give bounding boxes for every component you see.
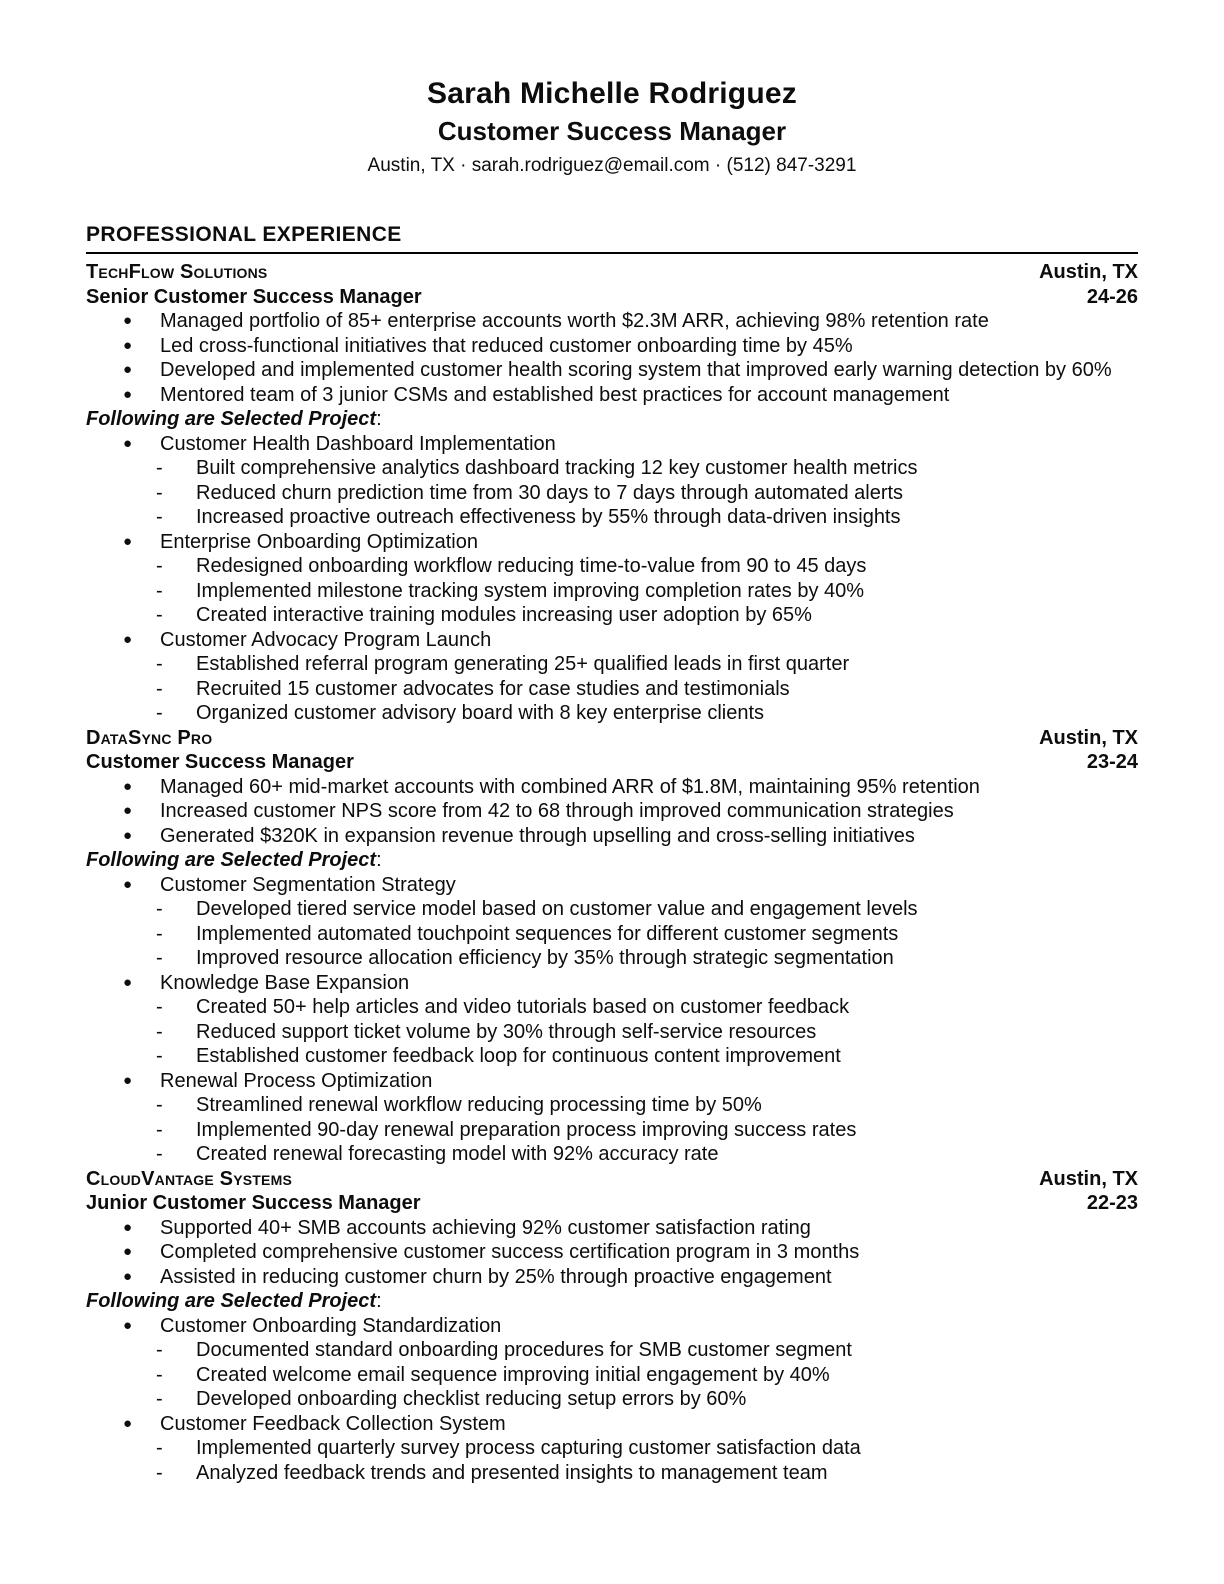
bullet-text: Assisted in reducing customer churn by 25% through proactive engagement: [160, 1265, 832, 1288]
job-role: Customer Success Manager: [86, 751, 354, 773]
project-detail: [86, 481, 1138, 506]
dash-icon: -: [156, 1461, 163, 1484]
project-detail-text: Implemented automated touchpoint sequences for different customer segments: [196, 922, 899, 945]
bullet-icon: ●: [123, 1218, 133, 1236]
job-role-row: [86, 1191, 1138, 1216]
bullet-text: Managed portfolio of 85+ enterprise accounts worth $2.3M ARR, achieving 98% retention rate: [160, 310, 989, 332]
dash-icon: -: [156, 702, 163, 724]
selected-projects-label-text: Following are Selected Project: [86, 408, 377, 430]
dash-icon: -: [156, 1045, 163, 1067]
bullet-icon: ●: [123, 630, 133, 648]
project-detail-text: Developed tiered service model based on customer value and engagement levels: [196, 898, 918, 920]
project-detail: [86, 579, 1138, 604]
job-location: Austin, TX: [1039, 726, 1138, 749]
dash-icon: -: [156, 1094, 163, 1116]
job-techflow-solutions: [86, 260, 1138, 726]
selected-projects-label: [86, 407, 1138, 432]
job-role-row: [86, 285, 1138, 310]
project-detail-text: Documented standard onboarding procedures for SMB customer segment: [196, 1339, 852, 1361]
project-detail: [86, 946, 1138, 971]
dash-icon: -: [156, 1388, 163, 1410]
project-item: [86, 873, 1138, 971]
bullet-text: Generated $320K in expansion revenue through upselling and cross-selling initiatives: [160, 824, 915, 847]
project-detail-text: Created renewal forecasting model with 92% accuracy rate: [196, 1143, 719, 1165]
person-title: Customer Success Manager: [437, 116, 787, 146]
project-detail: [86, 1387, 1138, 1412]
selected-projects-label: [86, 848, 1138, 873]
project-name: Customer Advocacy Program Launch: [160, 628, 492, 651]
project-list: [86, 1314, 1138, 1486]
experience-bullet: [86, 1216, 1138, 1241]
bullet-icon: ●: [123, 826, 133, 844]
selected-projects-label-text: Following are Selected Project: [86, 1290, 377, 1312]
job-bullet-list: [86, 775, 1138, 849]
project-detail-text: Reduced support ticket volume by 30% through self-service resources: [196, 1020, 817, 1043]
project-detail-list: [86, 1093, 1138, 1167]
section-title-professional-experience: PROFESSIONAL EXPERIENCE: [86, 222, 1138, 254]
project-detail-list: [86, 1436, 1138, 1485]
project-detail: [86, 1118, 1138, 1143]
project-detail: [86, 1044, 1138, 1069]
project-item: [86, 1314, 1138, 1412]
bullet-text: Increased customer NPS score from 42 to 68 through improved communication strategies: [160, 800, 954, 822]
project-detail: [86, 677, 1138, 702]
project-detail: [86, 1363, 1138, 1388]
project-detail-text: Streamlined renewal workflow reducing processing time by 50%: [196, 1094, 762, 1116]
dash-icon: -: [156, 898, 163, 920]
experience-bullet: [86, 1265, 1138, 1290]
project-detail-text: Implemented milestone tracking system improving completion rates by 40%: [196, 579, 865, 602]
job-dates: 22-23: [1086, 1192, 1138, 1214]
experience-bullet: [86, 334, 1138, 359]
dash-icon: -: [156, 1118, 163, 1141]
company-name: TechFlow Solutions: [86, 261, 268, 283]
dash-icon: -: [156, 922, 163, 945]
dash-icon: -: [156, 481, 163, 504]
job-datasync-pro: [86, 726, 1138, 1167]
dash-icon: -: [156, 1363, 163, 1386]
job-bullet-list: [86, 1216, 1138, 1290]
project-detail-text: Created interactive training modules increasing user adoption by 65%: [196, 604, 812, 626]
bullet-icon: ●: [123, 1316, 133, 1334]
dash-icon: -: [156, 653, 163, 675]
project-detail-text: Organized customer advisory board with 8 key enterprise clients: [196, 702, 765, 724]
person-name: Sarah Michelle Rodriguez: [427, 77, 797, 110]
bullet-text: Managed 60+ mid-market accounts with combined ARR of $1.8M, maintaining 95% retention: [160, 775, 980, 798]
project-item: [86, 1069, 1138, 1167]
bullet-icon: ●: [123, 1071, 133, 1089]
project-detail-text: Increased proactive outreach effectiveness by 55% through data-driven insights: [196, 506, 901, 528]
project-detail: [86, 603, 1138, 628]
dash-icon: -: [156, 579, 163, 602]
project-detail-text: Analyzed feedback trends and presented insights to management team: [196, 1461, 828, 1484]
bullet-text: Supported 40+ SMB accounts achieving 92% customer satisfaction rating: [160, 1216, 811, 1239]
project-detail-text: Established referral program generating 25+ qualified leads in first quarter: [196, 653, 850, 675]
project-detail: [86, 1338, 1138, 1363]
project-name: Enterprise Onboarding Optimization: [160, 530, 478, 553]
bullet-text: Mentored team of 3 junior CSMs and established best practices for account management: [160, 383, 950, 406]
project-detail: [86, 922, 1138, 947]
job-header-row: [86, 726, 1138, 751]
project-list: [86, 873, 1138, 1167]
job-location: Austin, TX: [1039, 1167, 1138, 1190]
dash-icon: -: [156, 947, 163, 969]
project-detail-list: [86, 456, 1138, 530]
project-detail-list: [86, 1338, 1138, 1412]
experience-bullet: [86, 358, 1138, 383]
company-name: DataSync Pro: [86, 726, 213, 749]
project-detail-list: [86, 995, 1138, 1069]
project-detail: [86, 995, 1138, 1020]
dash-icon: -: [156, 996, 163, 1018]
bullet-icon: ●: [123, 385, 133, 403]
project-detail-text: Created welcome email sequence improving initial engagement by 40%: [196, 1363, 830, 1386]
project-detail-text: Built comprehensive analytics dashboard tracking 12 key customer health metrics: [196, 457, 918, 479]
bullet-text: Completed comprehensive customer success certification program in 3 months: [160, 1241, 860, 1263]
project-detail-text: Redesigned onboarding workflow reducing time-to-value from 90 to 45 days: [196, 555, 867, 577]
project-detail-text: Recruited 15 customer advocates for case studies and testimonials: [196, 677, 790, 700]
project-name: Renewal Process Optimization: [160, 1069, 433, 1092]
dash-icon: -: [156, 1020, 163, 1043]
dash-icon: -: [156, 1143, 163, 1165]
experience-section: [86, 260, 1138, 1485]
project-detail-text: Improved resource allocation efficiency by 35% through strategic segmentation: [196, 947, 894, 969]
bullet-icon: ●: [123, 802, 133, 819]
experience-bullet: [86, 309, 1138, 334]
job-role: Senior Customer Success Manager: [86, 285, 422, 308]
selected-projects-colon: :: [376, 408, 382, 430]
resume-header: [86, 74, 1138, 180]
experience-bullet: [86, 824, 1138, 849]
dash-icon: -: [156, 457, 163, 479]
selected-projects-colon: :: [376, 849, 382, 871]
project-detail: [86, 652, 1138, 677]
dash-icon: -: [156, 506, 163, 528]
project-detail-text: Reduced churn prediction time from 30 days to 7 days through automated alerts: [196, 481, 904, 504]
project-name: Customer Health Dashboard Implementation: [160, 432, 556, 455]
dash-icon: -: [156, 555, 163, 577]
job-bullet-list: [86, 309, 1138, 407]
project-name: Knowledge Base Expansion: [160, 971, 410, 994]
bullet-icon: ●: [123, 777, 133, 795]
company-name: CloudVantage Systems: [86, 1167, 292, 1190]
project-detail: [86, 554, 1138, 579]
project-detail-text: Implemented 90-day renewal preparation process improving success rates: [196, 1118, 857, 1141]
bullet-icon: ●: [123, 875, 133, 893]
project-detail: [86, 1436, 1138, 1461]
project-name: Customer Feedback Collection System: [160, 1412, 506, 1435]
project-detail: [86, 456, 1138, 481]
selected-projects-colon: :: [376, 1290, 382, 1312]
job-role-row: [86, 750, 1138, 775]
project-item: [86, 530, 1138, 628]
project-detail-text: Established customer feedback loop for continuous content improvement: [196, 1045, 841, 1067]
bullet-icon: ●: [123, 1414, 133, 1432]
bullet-text: Led cross-functional initiatives that reduced customer onboarding time by 45%: [160, 334, 853, 357]
project-detail-text: Created 50+ help articles and video tutorials based on customer feedback: [196, 996, 850, 1018]
project-item: [86, 1412, 1138, 1486]
project-item: [86, 971, 1138, 1069]
bullet-icon: ●: [123, 532, 133, 550]
bullet-icon: ●: [123, 1267, 133, 1285]
project-detail: [86, 701, 1138, 726]
bullet-icon: ●: [123, 312, 133, 329]
project-detail-list: [86, 554, 1138, 628]
bullet-text: Developed and implemented customer health scoring system that improved early warning detection by 60%: [160, 359, 1112, 381]
dash-icon: -: [156, 1339, 163, 1361]
project-detail: [86, 897, 1138, 922]
project-detail-list: [86, 652, 1138, 726]
project-name: Customer Segmentation Strategy: [160, 873, 456, 896]
project-detail-list: [86, 897, 1138, 971]
selected-projects-label: [86, 1289, 1138, 1314]
project-list: [86, 432, 1138, 726]
dash-icon: -: [156, 604, 163, 626]
project-detail: [86, 505, 1138, 530]
experience-bullet: [86, 1240, 1138, 1265]
project-detail: [86, 1142, 1138, 1167]
bullet-icon: ●: [123, 973, 133, 991]
job-dates: 23-24: [1086, 751, 1138, 773]
bullet-icon: ●: [123, 336, 133, 354]
experience-bullet: [86, 383, 1138, 408]
bullet-icon: ●: [123, 434, 133, 452]
project-detail: [86, 1461, 1138, 1486]
project-item: [86, 432, 1138, 530]
dash-icon: -: [156, 677, 163, 700]
project-detail: [86, 1093, 1138, 1118]
selected-projects-label-text: Following are Selected Project: [86, 849, 377, 871]
job-role: Junior Customer Success Manager: [86, 1192, 421, 1214]
job-location: Austin, TX: [1039, 261, 1138, 283]
contact-line: Austin, TX · sarah.rodriguez@email.com · (512) 847-3291: [367, 155, 857, 176]
project-detail-text: Developed onboarding checklist reducing setup errors by 60%: [196, 1388, 747, 1410]
job-header-row: [86, 260, 1138, 285]
bullet-icon: ●: [123, 361, 133, 378]
bullet-icon: ●: [123, 1243, 133, 1260]
job-dates: 24-26: [1086, 285, 1138, 308]
project-name: Customer Onboarding Standardization: [160, 1314, 502, 1337]
project-detail-text: Implemented quarterly survey process capturing customer satisfaction data: [196, 1437, 861, 1459]
project-detail: [86, 1020, 1138, 1045]
experience-bullet: [86, 799, 1138, 824]
job-cloudvantage-systems: [86, 1167, 1138, 1486]
job-header-row: [86, 1167, 1138, 1192]
experience-bullet: [86, 775, 1138, 800]
dash-icon: -: [156, 1437, 163, 1459]
project-item: [86, 628, 1138, 726]
